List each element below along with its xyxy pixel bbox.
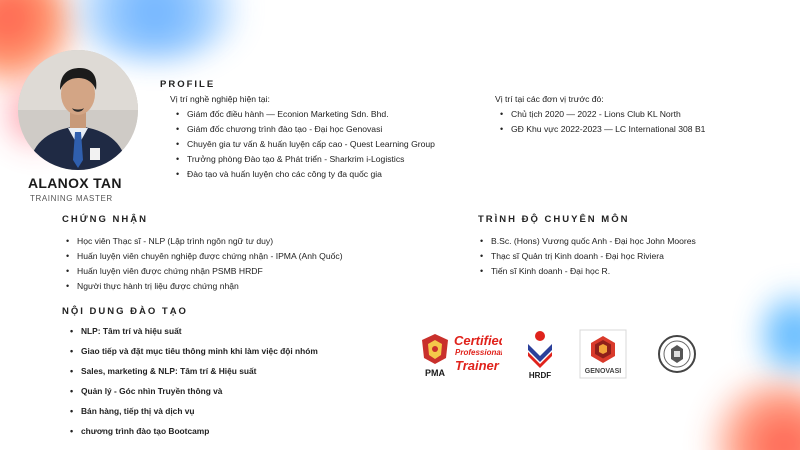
- pma-logo: [418, 328, 452, 380]
- list-item: • Tiến sĩ Kinh doanh - Đại học R.: [480, 264, 730, 279]
- genovasi-logo-text: GENOVASI: [584, 368, 622, 375]
- certifications-heading: CHỨNG NHẬN: [62, 214, 148, 225]
- list-item: • Quản lý - Góc nhìn Truyền thông và: [70, 381, 410, 401]
- genovasi-logo: [578, 328, 628, 380]
- list-item: • Người thực hành trị liệu được chứng nhận: [66, 279, 446, 294]
- university-seal-icon: [656, 328, 698, 380]
- list-item: • Thạc sĩ Quản trị Kinh doanh - Đại học Riviera: [480, 249, 730, 264]
- trainer-text: Trainer: [455, 358, 499, 373]
- partner-logos: [418, 328, 708, 380]
- list-item: • chương trình đào tạo Bootcamp: [70, 421, 410, 441]
- education-list: [480, 234, 730, 279]
- university-seal-logo: [656, 328, 698, 380]
- list-item: • Giao tiếp và đặt mục tiêu thông minh khi làm việc đội nhóm: [70, 341, 410, 361]
- education-heading: TRÌNH ĐỘ CHUYÊN MÔN: [478, 214, 630, 225]
- list-item: • Đào tạo và huấn luyện cho các công ty đa quốc gia: [176, 167, 496, 182]
- list-item: • Huấn luyện viên chuyên nghiệp được chứng nhận - IPMA (Anh Quốc): [66, 249, 446, 264]
- person-title: TRAINING MASTER: [30, 194, 113, 203]
- previous-positions-list: [500, 107, 780, 137]
- list-item: • B.Sc. (Hons) Vương quốc Anh - Đại học John Moores: [480, 234, 730, 249]
- person-portrait-icon: [18, 50, 138, 170]
- current-positions-label: Vị trí nghề nghiệp hiện tại:: [170, 94, 270, 104]
- hrdf-logo-text: HRDF: [528, 371, 552, 380]
- hrdf-logo: [522, 328, 558, 380]
- certified-text: Certified: [454, 333, 502, 348]
- profile-photo: [18, 50, 138, 170]
- list-item: • Sales, marketing & NLP: Tâm trí & Hiệu suất: [70, 361, 410, 381]
- certifications-list: [66, 234, 446, 294]
- list-item: • Bán hàng, tiếp thị và dịch vụ: [70, 401, 410, 421]
- certified-trainer-badge-icon: [454, 328, 502, 380]
- list-item: • Chuyên gia tư vấn & huấn luyện cấp cao - Quest Learning Group: [176, 137, 496, 152]
- decor-blob: [760, 280, 800, 390]
- genovasi-emblem-icon: [578, 328, 628, 380]
- hrdf-emblem-icon: [522, 328, 558, 380]
- person-name: ALANOX TAN: [28, 175, 122, 191]
- training-content-heading: NỘI DUNG ĐÀO TẠO: [62, 306, 188, 317]
- list-item: • Học viên Thạc sĩ - NLP (Lập trình ngôn ngữ tư duy): [66, 234, 446, 249]
- professional-text: Professional: [455, 348, 502, 357]
- pma-logo-text: PMA: [425, 368, 445, 378]
- list-item: • Huấn luyện viên được chứng nhận PSMB HRDF: [66, 264, 446, 279]
- list-item: • Giám đốc chương trình đào tạo - Đại học Genovasi: [176, 122, 496, 137]
- current-positions-list: [176, 107, 496, 182]
- list-item: • NLP: Tâm trí và hiệu suất: [70, 321, 410, 341]
- training-content-list: [70, 321, 410, 441]
- decor-blob: [700, 380, 800, 450]
- certified-trainer-logo: [454, 328, 502, 380]
- previous-positions-label: Vị trí tại các đơn vị trước đó:: [495, 94, 604, 104]
- pma-emblem-icon: [418, 328, 452, 380]
- list-item: • GĐ Khu vực 2022-2023 — LC International 308 B1: [500, 122, 780, 137]
- profile-heading: PROFILE: [160, 79, 216, 90]
- list-item: • Giám đốc điều hành — Econion Marketing Sdn. Bhd.: [176, 107, 496, 122]
- list-item: • Trưởng phòng Đào tạo & Phát triển - Sharkrim i-Logistics: [176, 152, 496, 167]
- list-item: • Chủ tịch 2020 — 2022 - Lions Club KL North: [500, 107, 780, 122]
